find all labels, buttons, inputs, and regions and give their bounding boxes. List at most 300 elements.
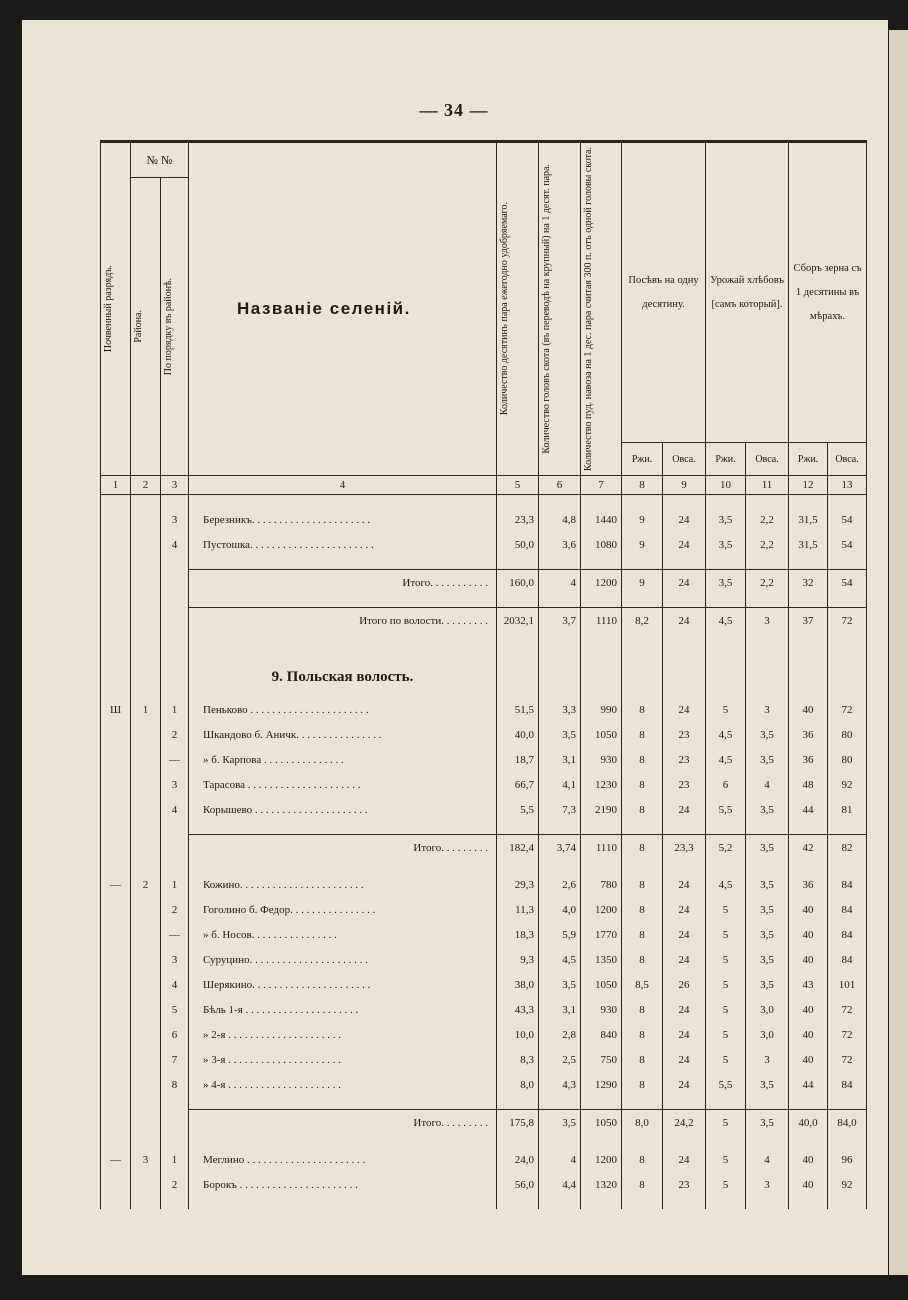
fallow-area-value: 9,3 (497, 947, 539, 972)
sowing-rye-value: 8 (622, 922, 663, 947)
empty-cell (622, 1097, 663, 1110)
sowing-rye-value: 8 (622, 1047, 663, 1072)
empty-cell (497, 595, 539, 608)
harvest-rye-value: 43 (789, 972, 828, 997)
column-number: 13 (828, 476, 867, 495)
harvest-oats-value: 84 (828, 1072, 867, 1097)
manure-poods-value: 1110 (581, 835, 622, 861)
page-number: — 34 — (419, 100, 489, 120)
district-number (131, 747, 161, 772)
order-number: 1 (161, 872, 189, 897)
fallow-area-value: 2032,1 (497, 608, 539, 634)
empty-cell (131, 608, 161, 634)
header-yield-rye: Ржи. (706, 443, 746, 476)
empty-cell (189, 1097, 497, 1110)
empty-cell (622, 595, 663, 608)
empty-cell (101, 1197, 131, 1209)
column-number: 11 (746, 476, 789, 495)
yield-oats-value: 2,2 (746, 570, 789, 596)
fallow-area-value: 18,7 (497, 747, 539, 772)
sowing-rye-value: 8 (622, 797, 663, 822)
column-number: 5 (497, 476, 539, 495)
empty-cell (789, 1135, 828, 1147)
empty-cell (497, 557, 539, 570)
empty-cell (663, 595, 706, 608)
empty-cell (539, 860, 581, 872)
sowing-oats-value: 24 (663, 532, 706, 557)
manure-poods-value: 990 (581, 697, 622, 722)
sowing-rye-value: 8 (622, 1022, 663, 1047)
yield-rye-value: 4,5 (706, 747, 746, 772)
empty-cell (131, 822, 161, 835)
sowing-oats-value: 24 (663, 997, 706, 1022)
spacer-row (101, 645, 867, 657)
harvest-rye-value: 42 (789, 835, 828, 861)
yield-rye-value: 3,5 (706, 532, 746, 557)
empty-cell (706, 1097, 746, 1110)
yield-rye-value: 4,5 (706, 608, 746, 634)
empty-cell (161, 1197, 189, 1209)
table-row (101, 922, 867, 947)
yield-oats-value: 3,5 (746, 947, 789, 972)
empty-cell (101, 1097, 131, 1110)
empty-cell (581, 822, 622, 835)
village-name: » б. Носов. . . . . . . . . . . . . . . . (189, 922, 497, 947)
total-label: Итого. . . . . . . . . (189, 1110, 497, 1136)
empty-cell (706, 645, 746, 657)
empty-cell (663, 860, 706, 872)
yield-oats-value: 3,0 (746, 1022, 789, 1047)
empty-cell (131, 633, 161, 645)
empty-cell (101, 633, 131, 645)
empty-cell (706, 860, 746, 872)
empty-cell (789, 557, 828, 570)
table-row (101, 1022, 867, 1047)
order-number: 1 (161, 697, 189, 722)
fallow-area-value: 18,3 (497, 922, 539, 947)
column-number: 7 (581, 476, 622, 495)
village-name: Бѣль 1-я . . . . . . . . . . . . . . . . . . . . . (189, 997, 497, 1022)
table-row (101, 532, 867, 557)
soil-category (101, 972, 131, 997)
table-row (101, 507, 867, 532)
table-row (101, 997, 867, 1022)
empty-cell (663, 645, 706, 657)
manure-poods-value: 930 (581, 747, 622, 772)
sowing-oats-value: 24 (663, 797, 706, 822)
empty-cell (101, 1135, 131, 1147)
manure-poods-value: 1050 (581, 972, 622, 997)
harvest-oats-value: 54 (828, 570, 867, 596)
section-title: 9. Польская волость. (189, 657, 497, 697)
yield-rye-value: 3,5 (706, 570, 746, 596)
harvest-oats-value: 54 (828, 507, 867, 532)
yield-oats-value: 3,5 (746, 897, 789, 922)
fallow-area-value: 24,0 (497, 1147, 539, 1172)
empty-cell (746, 595, 789, 608)
empty-cell (101, 495, 131, 508)
harvest-oats-value: 72 (828, 1022, 867, 1047)
empty-cell (161, 633, 189, 645)
empty-cell (706, 633, 746, 645)
district-number (131, 947, 161, 972)
empty-cell (663, 1097, 706, 1110)
empty-cell (161, 835, 189, 861)
harvest-rye-value: 36 (789, 872, 828, 897)
yield-rye-value: 5 (706, 1172, 746, 1197)
harvest-oats-value: 72 (828, 697, 867, 722)
empty-cell (746, 557, 789, 570)
livestock-per-desyatina-value: 4,8 (539, 507, 581, 532)
district-number (131, 1022, 161, 1047)
sowing-rye-value: 8,5 (622, 972, 663, 997)
yield-oats-value: 3,5 (746, 835, 789, 861)
empty-cell (746, 860, 789, 872)
harvest-oats-value: 82 (828, 835, 867, 861)
soil-category (101, 1172, 131, 1197)
empty-cell (131, 495, 161, 508)
district-number (131, 972, 161, 997)
sowing-rye-value: 8,0 (622, 1110, 663, 1136)
village-name: » 4-я . . . . . . . . . . . . . . . . . . . . . (189, 1072, 497, 1097)
yield-oats-value: 4 (746, 1147, 789, 1172)
empty-cell (101, 595, 131, 608)
empty-cell (539, 495, 581, 508)
header-sowing-oats: Овса. (663, 443, 706, 476)
sowing-oats-value: 26 (663, 972, 706, 997)
empty-cell (101, 557, 131, 570)
manure-poods-value: 930 (581, 997, 622, 1022)
livestock-per-desyatina-value: 3,1 (539, 997, 581, 1022)
empty-cell (581, 595, 622, 608)
order-number: 4 (161, 797, 189, 822)
soil-category (101, 507, 131, 532)
sowing-oats-value: 24 (663, 1022, 706, 1047)
harvest-oats-value: 80 (828, 722, 867, 747)
empty-cell (131, 835, 161, 861)
empty-cell (189, 1135, 497, 1147)
district-number (131, 772, 161, 797)
harvest-rye-value: 31,5 (789, 532, 828, 557)
empty-cell (539, 645, 581, 657)
soil-category (101, 947, 131, 972)
yield-rye-value: 5 (706, 1147, 746, 1172)
empty-cell (622, 645, 663, 657)
empty-cell (622, 495, 663, 508)
table-row (101, 1147, 867, 1172)
harvest-oats-value: 84 (828, 872, 867, 897)
sowing-rye-value: 8 (622, 872, 663, 897)
fallow-area-value: 43,3 (497, 997, 539, 1022)
district-number (131, 1072, 161, 1097)
sowing-rye-value: 8 (622, 897, 663, 922)
sowing-oats-value: 24 (663, 570, 706, 596)
manure-poods-value: 1440 (581, 507, 622, 532)
column-number: 8 (622, 476, 663, 495)
empty-cell (828, 1135, 867, 1147)
header-yield-oats: Овса. (746, 443, 789, 476)
soil-category (101, 897, 131, 922)
yield-rye-value: 5,2 (706, 835, 746, 861)
empty-cell (706, 822, 746, 835)
empty-cell (789, 645, 828, 657)
empty-cell (706, 1197, 746, 1209)
harvest-oats-value: 72 (828, 1047, 867, 1072)
village-name: Пустошка. . . . . . . . . . . . . . . . . . . . . . . (189, 532, 497, 557)
manure-poods-value: 1050 (581, 1110, 622, 1136)
village-name: Гоголино б. Федор. . . . . . . . . . . . . . . . (189, 897, 497, 922)
yield-rye-value: 5 (706, 922, 746, 947)
yield-oats-value: 3,5 (746, 797, 789, 822)
table-row (101, 1172, 867, 1197)
column-number: 1 (101, 476, 131, 495)
order-number: 5 (161, 997, 189, 1022)
village-name: Шерякино. . . . . . . . . . . . . . . . . . . . . . (189, 972, 497, 997)
empty-cell (828, 1097, 867, 1110)
empty-cell (789, 822, 828, 835)
total-label: Итого по волости. . . . . . . . . (189, 608, 497, 634)
table-row (101, 1072, 867, 1097)
manure-poods-value: 1770 (581, 922, 622, 947)
district-number (131, 507, 161, 532)
livestock-per-desyatina-value: 4,1 (539, 772, 581, 797)
fallow-area-value: 38,0 (497, 972, 539, 997)
table-row (101, 1047, 867, 1072)
livestock-per-desyatina-value: 4,3 (539, 1072, 581, 1097)
empty-cell (622, 1135, 663, 1147)
empty-cell (828, 1197, 867, 1209)
empty-cell (746, 495, 789, 508)
header-district: Района. (131, 178, 161, 476)
sowing-rye-value: 8 (622, 697, 663, 722)
empty-cell (131, 860, 161, 872)
livestock-per-desyatina-value: 4 (539, 1147, 581, 1172)
manure-poods-value: 2190 (581, 797, 622, 822)
empty-cell (622, 860, 663, 872)
total-row (101, 835, 867, 861)
sowing-oats-value: 24 (663, 608, 706, 634)
harvest-oats-value: 96 (828, 1147, 867, 1172)
district-number: 3 (131, 1147, 161, 1172)
sowing-rye-value: 9 (622, 570, 663, 596)
empty-cell (828, 495, 867, 508)
table-row (101, 872, 867, 897)
manure-poods-value: 1290 (581, 1072, 622, 1097)
empty-cell (497, 657, 539, 697)
harvest-oats-value: 92 (828, 1172, 867, 1197)
harvest-rye-value: 37 (789, 608, 828, 634)
livestock-per-desyatina-value: 3,3 (539, 697, 581, 722)
fallow-area-value: 50,0 (497, 532, 539, 557)
yield-oats-value: 2,2 (746, 532, 789, 557)
empty-cell (539, 633, 581, 645)
empty-cell (497, 495, 539, 508)
yield-oats-value: 3,5 (746, 972, 789, 997)
manure-poods-value: 1200 (581, 897, 622, 922)
empty-cell (746, 822, 789, 835)
empty-cell (539, 1135, 581, 1147)
empty-cell (161, 645, 189, 657)
sowing-oats-value: 24 (663, 1147, 706, 1172)
fallow-area-value: 8,3 (497, 1047, 539, 1072)
spacer-row (101, 557, 867, 570)
empty-cell (789, 860, 828, 872)
harvest-oats-value: 80 (828, 747, 867, 772)
harvest-rye-value: 40 (789, 697, 828, 722)
empty-cell (746, 1097, 789, 1110)
empty-cell (622, 657, 663, 697)
livestock-per-desyatina-value: 2,5 (539, 1047, 581, 1072)
next-page-edge (889, 30, 908, 1275)
empty-cell (789, 595, 828, 608)
spacer-row (101, 1197, 867, 1209)
sowing-oats-value: 23 (663, 1172, 706, 1197)
header-numbers: № № (131, 142, 189, 178)
header-fallow-area: Количество десятинъ пара ежегодно удобряемаго. (497, 142, 539, 476)
empty-cell (161, 860, 189, 872)
empty-cell (497, 822, 539, 835)
spacer-row (101, 1097, 867, 1110)
empty-cell (101, 822, 131, 835)
header-harvest-oats: Овса. (828, 443, 867, 476)
empty-cell (497, 645, 539, 657)
empty-cell (789, 1097, 828, 1110)
empty-cell (497, 1135, 539, 1147)
empty-cell (161, 557, 189, 570)
empty-cell (539, 657, 581, 697)
fallow-area-value: 66,7 (497, 772, 539, 797)
harvest-oats-value: 84 (828, 947, 867, 972)
village-name: Корышево . . . . . . . . . . . . . . . . . . . . . (189, 797, 497, 822)
empty-cell (131, 1097, 161, 1110)
yield-oats-value: 3 (746, 697, 789, 722)
empty-cell (622, 1197, 663, 1209)
spacer-row (101, 595, 867, 608)
yield-oats-value: 3 (746, 1047, 789, 1072)
yield-rye-value: 6 (706, 772, 746, 797)
empty-cell (161, 595, 189, 608)
harvest-oats-value: 101 (828, 972, 867, 997)
header-harvest-rye: Ржи. (789, 443, 828, 476)
empty-cell (497, 633, 539, 645)
empty-cell (161, 1097, 189, 1110)
sowing-oats-value: 24 (663, 897, 706, 922)
empty-cell (581, 557, 622, 570)
sowing-rye-value: 9 (622, 507, 663, 532)
livestock-per-desyatina-value: 7,3 (539, 797, 581, 822)
village-name: Кожино. . . . . . . . . . . . . . . . . . . . . . . (189, 872, 497, 897)
empty-cell (189, 1197, 497, 1209)
header-harvest: Сборъ зерна съ 1 десятины въ мѣрахъ. (789, 142, 867, 443)
empty-cell (663, 657, 706, 697)
sowing-oats-value: 23 (663, 747, 706, 772)
yield-rye-value: 3,5 (706, 507, 746, 532)
harvest-oats-value: 84 (828, 922, 867, 947)
yield-rye-value: 5 (706, 947, 746, 972)
empty-cell (497, 1097, 539, 1110)
sowing-rye-value: 8 (622, 835, 663, 861)
fallow-area-value: 182,4 (497, 835, 539, 861)
empty-cell (161, 495, 189, 508)
manure-poods-value: 1110 (581, 608, 622, 634)
empty-cell (622, 557, 663, 570)
harvest-rye-value: 36 (789, 722, 828, 747)
sowing-rye-value: 8 (622, 947, 663, 972)
sowing-oats-value: 24 (663, 947, 706, 972)
sowing-oats-value: 24 (663, 872, 706, 897)
order-number: — (161, 922, 189, 947)
table-row (101, 747, 867, 772)
manure-poods-value: 780 (581, 872, 622, 897)
soil-category (101, 1072, 131, 1097)
soil-category (101, 747, 131, 772)
table-row (101, 722, 867, 747)
empty-cell (746, 633, 789, 645)
livestock-per-desyatina-value: 5,9 (539, 922, 581, 947)
yield-rye-value: 5,5 (706, 797, 746, 822)
empty-cell (131, 557, 161, 570)
manure-poods-value: 1200 (581, 1147, 622, 1172)
empty-cell (706, 595, 746, 608)
empty-cell (539, 595, 581, 608)
empty-cell (131, 1135, 161, 1147)
village-name: » 2-я . . . . . . . . . . . . . . . . . . . . . (189, 1022, 497, 1047)
yield-rye-value: 5 (706, 1047, 746, 1072)
header-manure: Количество пуд. навоза на 1 дес. пара считая 300 п. отъ одной головы скота. (581, 142, 622, 476)
empty-cell (828, 633, 867, 645)
order-number: 3 (161, 772, 189, 797)
empty-cell (189, 822, 497, 835)
empty-cell (663, 557, 706, 570)
sowing-rye-value: 9 (622, 532, 663, 557)
livestock-per-desyatina-value: 2,8 (539, 1022, 581, 1047)
livestock-per-desyatina-value: 4,5 (539, 947, 581, 972)
fallow-area-value: 175,8 (497, 1110, 539, 1136)
sowing-rye-value: 8 (622, 772, 663, 797)
livestock-per-desyatina-value: 2,6 (539, 872, 581, 897)
manure-poods-value: 750 (581, 1047, 622, 1072)
table-row (101, 797, 867, 822)
district-number (131, 1172, 161, 1197)
spacer-row (101, 860, 867, 872)
yield-oats-value: 3,5 (746, 1110, 789, 1136)
empty-cell (497, 1197, 539, 1209)
harvest-rye-value: 44 (789, 1072, 828, 1097)
empty-cell (161, 1135, 189, 1147)
harvest-rye-value: 31,5 (789, 507, 828, 532)
order-number: 2 (161, 897, 189, 922)
soil-category (101, 1022, 131, 1047)
empty-cell (581, 495, 622, 508)
empty-cell (131, 1197, 161, 1209)
livestock-per-desyatina-value: 3,6 (539, 532, 581, 557)
harvest-rye-value: 32 (789, 570, 828, 596)
harvest-rye-value: 40 (789, 997, 828, 1022)
empty-cell (101, 860, 131, 872)
empty-cell (101, 1110, 131, 1136)
empty-cell (539, 822, 581, 835)
yield-rye-value: 5 (706, 897, 746, 922)
yield-rye-value: 5,5 (706, 1072, 746, 1097)
yield-oats-value: 3,5 (746, 747, 789, 772)
district-number (131, 722, 161, 747)
total-row (101, 608, 867, 634)
district-number (131, 997, 161, 1022)
empty-cell (161, 570, 189, 596)
empty-cell (706, 1135, 746, 1147)
harvest-rye-value: 40 (789, 1022, 828, 1047)
fallow-area-value: 29,3 (497, 872, 539, 897)
